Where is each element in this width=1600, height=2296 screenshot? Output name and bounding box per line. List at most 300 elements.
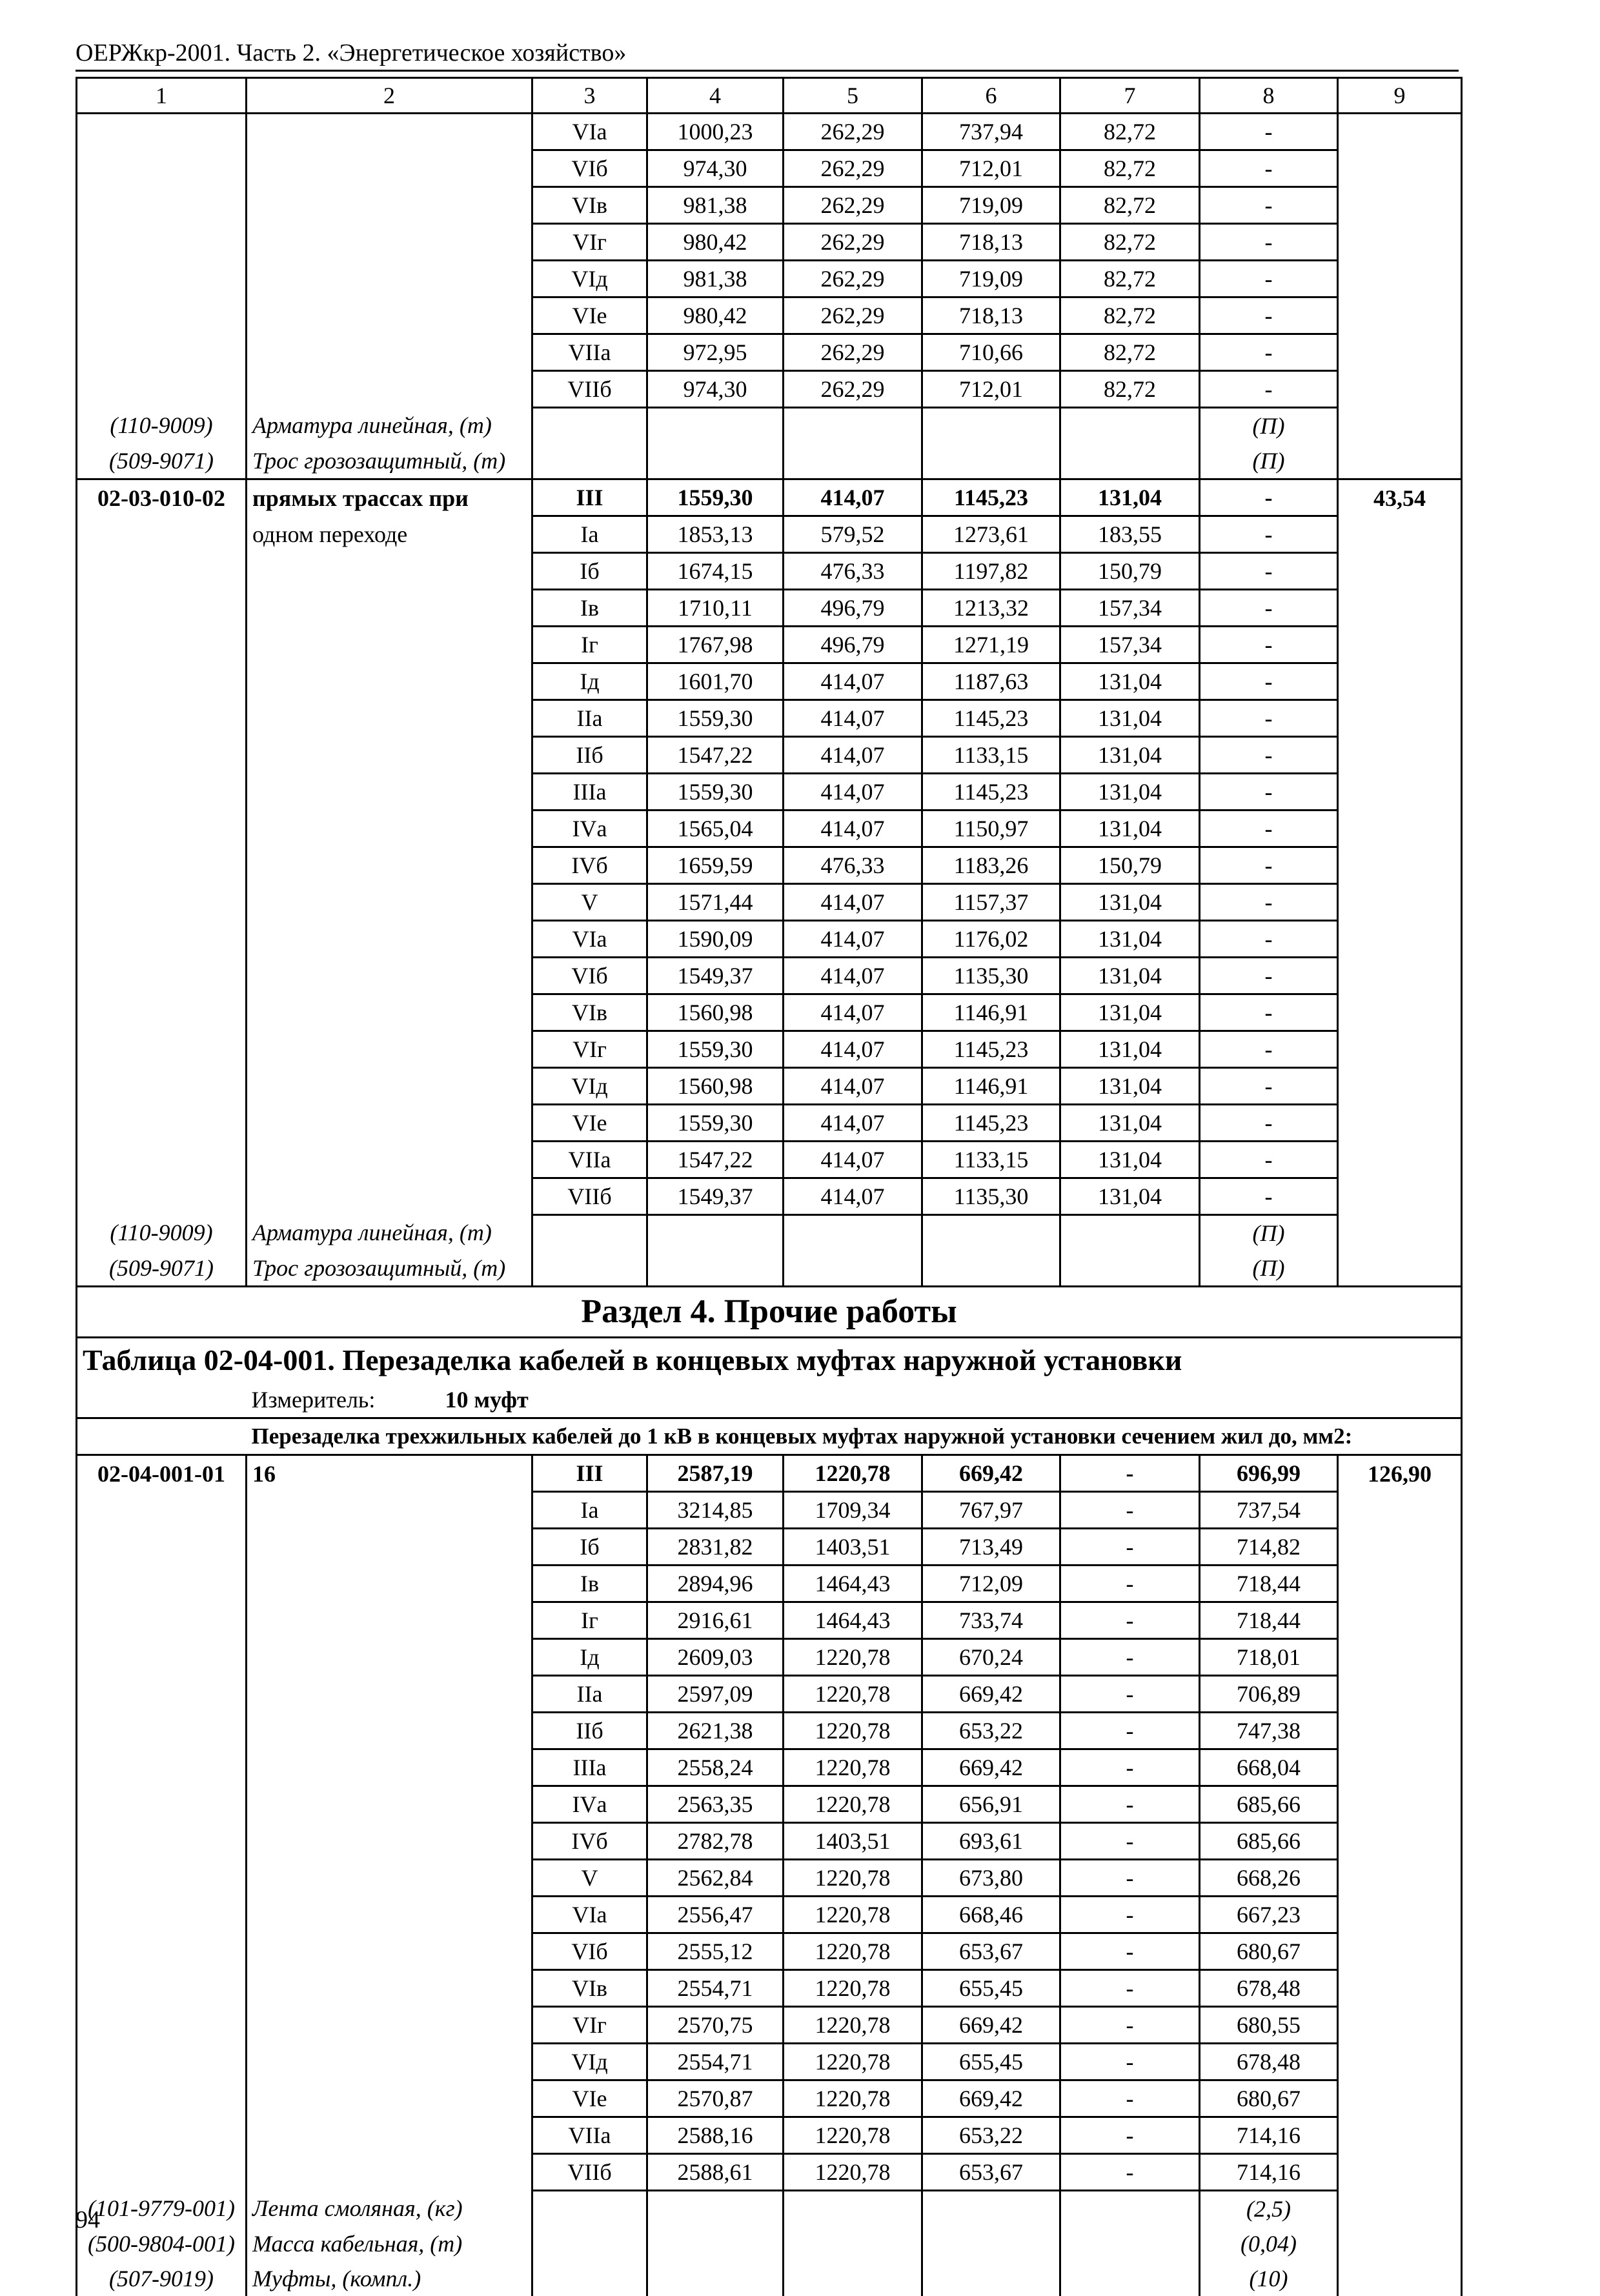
zone-cell: IIа [532,700,647,737]
materials-cell: - [1200,1031,1338,1068]
machinist-wages-cell: 82,72 [1060,261,1200,297]
zone-cell: IVа [532,811,647,847]
table-title: Таблица 02-04-001. Перезаделка кабелей в концевых муфтах наружной установки [77,1338,1462,1383]
zone-cell: IVб [532,1823,647,1860]
machinist-wages-cell: 131,04 [1060,994,1200,1031]
empty-cell [1060,1251,1200,1287]
materials-cell: 680,55 [1200,2007,1338,2044]
total-cost-cell: 3214,85 [647,1492,784,1529]
rate-description-cont: одном переходе [247,516,532,553]
resource-row [77,2261,1462,2296]
empty-cell [247,737,532,774]
machines-cell: 1150,97 [922,811,1060,847]
empty-cell [1338,2080,1462,2117]
empty-cell [77,1492,247,1529]
column-number: 7 [1060,78,1200,114]
empty-cell [1338,590,1462,627]
total-cost-cell: 2621,38 [647,1713,784,1749]
materials-cell: 718,01 [1200,1639,1338,1676]
price-row [77,1970,1462,2007]
zone-cell: V [532,884,647,921]
machines-cell: 653,67 [922,1933,1060,1970]
machinist-wages-cell: - [1060,1455,1200,1492]
machines-cell: 656,91 [922,1786,1060,1823]
machinist-wages-cell: - [1060,1602,1200,1639]
materials-cell: - [1200,1178,1338,1215]
empty-cell [77,994,247,1031]
zone-cell: VIе [532,297,647,334]
empty-cell [922,408,1060,444]
empty-cell [247,1970,532,2007]
resource-name: Трос грозозащитный, (т) [247,443,532,479]
empty-cell [247,1639,532,1676]
resource-qty: (10) [1200,2261,1338,2296]
machinist-wages-cell: 157,34 [1060,590,1200,627]
empty-cell [647,408,784,444]
machines-cell: 718,13 [922,224,1060,261]
machines-cell: 669,42 [922,1676,1060,1713]
machines-cell: 653,22 [922,2117,1060,2154]
empty-cell [532,1215,647,1251]
machinist-wages-cell: 131,04 [1060,958,1200,994]
price-row [77,847,1462,884]
price-row [77,1749,1462,1786]
price-row [77,737,1462,774]
empty-cell [77,1897,247,1933]
machines-cell: 737,94 [922,114,1060,150]
zone-cell: Iб [532,1529,647,1566]
wages-cell: 262,29 [784,114,922,150]
materials-cell: 714,82 [1200,1529,1338,1566]
empty-cell [647,2261,784,2296]
machinist-wages-cell: 157,34 [1060,627,1200,663]
empty-cell [922,2226,1060,2261]
materials-cell: 718,44 [1200,1602,1338,1639]
empty-cell [77,2080,247,2117]
empty-cell [1338,334,1462,371]
empty-cell [77,811,247,847]
empty-cell [247,1142,532,1178]
measure-value: 10 муфт [445,1387,529,1413]
zone-cell: III [532,479,647,516]
materials-cell: - [1200,737,1338,774]
materials-cell: - [1200,884,1338,921]
total-cost-cell: 2894,96 [647,1566,784,1602]
empty-cell [247,1860,532,1897]
machinist-wages-cell: 131,04 [1060,663,1200,700]
section-title: Раздел 4. Прочие работы [77,1287,1462,1338]
zone-cell: Iв [532,590,647,627]
table-body [77,78,1462,2296]
total-cost-cell: 1560,98 [647,994,784,1031]
price-row [77,811,1462,847]
empty-cell [532,2191,647,2227]
column-number: 3 [532,78,647,114]
zone-cell: IIа [532,1676,647,1713]
column-number: 1 [77,78,247,114]
empty-cell [1060,2191,1200,2227]
materials-cell: 685,66 [1200,1786,1338,1823]
total-cost-cell: 1590,09 [647,921,784,958]
empty-cell [1338,2007,1462,2044]
materials-cell: 706,89 [1200,1676,1338,1713]
machinist-wages-cell: 131,04 [1060,774,1200,811]
machines-cell: 712,01 [922,371,1060,408]
materials-cell: - [1200,261,1338,297]
empty-cell [77,2117,247,2154]
section-row [77,1287,1462,1338]
materials-cell: - [1200,224,1338,261]
materials-cell: - [1200,371,1338,408]
total-cost-cell: 972,95 [647,334,784,371]
empty-cell [77,114,247,150]
empty-cell [247,2007,532,2044]
column-number: 8 [1200,78,1338,114]
empty-cell [247,2044,532,2080]
labor-cell: 126,90 [1338,1455,1462,1492]
resource-qty: (П) [1200,1215,1338,1251]
zone-cell: VIIб [532,1178,647,1215]
empty-cell [922,1215,1060,1251]
wages-cell: 1220,78 [784,1676,922,1713]
total-cost-cell: 2558,24 [647,1749,784,1786]
page-number: 94 [76,2206,100,2234]
empty-cell [1338,774,1462,811]
empty-cell [532,2226,647,2261]
empty-cell [1338,1602,1462,1639]
empty-cell [77,1786,247,1823]
total-cost-cell: 1549,37 [647,958,784,994]
machines-cell: 1197,82 [922,553,1060,590]
price-row [77,627,1462,663]
empty-cell [77,1860,247,1897]
resource-name: Масса кабельная, (т) [247,2226,532,2261]
machinist-wages-cell: 82,72 [1060,334,1200,371]
machines-cell: 669,42 [922,1455,1060,1492]
measure-row [77,1382,1462,1418]
wages-cell: 1403,51 [784,1529,922,1566]
wages-cell: 1464,43 [784,1602,922,1639]
price-row [77,1639,1462,1676]
empty-cell [784,2191,922,2227]
empty-cell [532,408,647,444]
zone-cell: Iд [532,663,647,700]
empty-cell [247,1933,532,1970]
resource-name: Арматура линейная, (т) [247,1215,532,1251]
empty-cell [247,2117,532,2154]
empty-cell [77,1382,247,1418]
resource-code: (509-9071) [77,443,247,479]
empty-cell [1338,114,1462,150]
empty-cell [1338,1713,1462,1749]
zone-cell: VIIа [532,1142,647,1178]
resource-row [77,1215,1462,1251]
empty-cell [1060,408,1200,444]
materials-cell: - [1200,847,1338,884]
wages-cell: 262,29 [784,150,922,187]
zone-cell: VIа [532,114,647,150]
empty-cell [247,1602,532,1639]
materials-cell: - [1200,334,1338,371]
empty-cell [247,334,532,371]
empty-cell [784,2261,922,2296]
machinist-wages-cell: 131,04 [1060,737,1200,774]
empty-cell [1338,1676,1462,1713]
total-cost-cell: 1571,44 [647,884,784,921]
empty-cell [784,443,922,479]
price-row [77,1566,1462,1602]
wages-cell: 262,29 [784,371,922,408]
empty-cell [1338,2191,1462,2227]
materials-cell: - [1200,921,1338,958]
total-cost-cell: 974,30 [647,150,784,187]
machinist-wages-cell: - [1060,1970,1200,2007]
empty-cell [247,553,532,590]
empty-cell [1338,2044,1462,2080]
empty-cell [247,994,532,1031]
machinist-wages-cell: 82,72 [1060,114,1200,150]
price-row-main [77,1455,1462,1492]
machines-cell: 655,45 [922,2044,1060,2080]
price-row [77,774,1462,811]
column-number: 4 [647,78,784,114]
total-cost-cell: 2562,84 [647,1860,784,1897]
materials-cell: - [1200,774,1338,811]
price-row [77,1823,1462,1860]
empty-cell [247,150,532,187]
empty-cell [247,811,532,847]
machinist-wages-cell: 131,04 [1060,479,1200,516]
machinist-wages-cell: - [1060,2007,1200,2044]
machinist-wages-cell: - [1060,1566,1200,1602]
total-cost-cell: 980,42 [647,297,784,334]
machines-cell: 718,13 [922,297,1060,334]
zone-cell: IVа [532,1786,647,1823]
machines-cell: 733,74 [922,1602,1060,1639]
wages-cell: 1464,43 [784,1566,922,1602]
wages-cell: 496,79 [784,590,922,627]
machines-cell: 1145,23 [922,1105,1060,1142]
materials-cell: - [1200,811,1338,847]
zone-cell: VIа [532,1897,647,1933]
machinist-wages-cell: 82,72 [1060,150,1200,187]
price-row [77,1492,1462,1529]
price-row [77,884,1462,921]
empty-cell [77,2044,247,2080]
zone-cell: VIIа [532,2117,647,2154]
machines-cell: 653,67 [922,2154,1060,2191]
total-cost-cell: 1565,04 [647,811,784,847]
materials-cell: 685,66 [1200,1823,1338,1860]
wages-cell: 1220,78 [784,1639,922,1676]
empty-cell [1060,443,1200,479]
total-cost-cell: 2609,03 [647,1639,784,1676]
machines-cell: 1271,19 [922,627,1060,663]
wages-cell: 414,07 [784,1105,922,1142]
wages-cell: 1220,78 [784,1970,922,2007]
empty-cell [247,774,532,811]
empty-cell [1338,1970,1462,2007]
empty-cell [247,1823,532,1860]
materials-cell: 714,16 [1200,2117,1338,2154]
measure-cell [247,1382,1462,1418]
price-row [77,1676,1462,1713]
wages-cell: 414,07 [784,958,922,994]
total-cost-cell: 1674,15 [647,553,784,590]
empty-cell [77,261,247,297]
total-cost-cell: 2587,19 [647,1455,784,1492]
empty-cell [77,737,247,774]
materials-cell: - [1200,994,1338,1031]
empty-cell [1338,1142,1462,1178]
wages-cell: 414,07 [784,1068,922,1105]
total-cost-cell: 2563,35 [647,1786,784,1823]
empty-cell [77,1068,247,1105]
machines-cell: 670,24 [922,1639,1060,1676]
materials-cell: 680,67 [1200,2080,1338,2117]
resource-code: (507-9019) [77,2261,247,2296]
machines-cell: 1145,23 [922,700,1060,737]
price-row [77,334,1462,371]
subheading-row [77,1418,1462,1455]
empty-cell [1338,1529,1462,1566]
page-header: ОЕРЖкр-2001. Часть 2. «Энергетическое хозяйство» [76,39,626,67]
price-row [77,2044,1462,2080]
zone-cell: VIе [532,1105,647,1142]
empty-cell [77,1676,247,1713]
empty-cell [77,187,247,224]
wages-cell: 414,07 [784,663,922,700]
resource-name: Лента смоляная, (кг) [247,2191,532,2227]
price-row [77,590,1462,627]
materials-cell: - [1200,187,1338,224]
machines-cell: 1146,91 [922,994,1060,1031]
empty-cell [77,371,247,408]
wages-cell: 496,79 [784,627,922,663]
empty-cell [77,1639,247,1676]
price-row [77,1529,1462,1566]
empty-cell [1338,1492,1462,1529]
resource-name: Трос грозозащитный, (т) [247,1251,532,1287]
total-cost-cell: 1547,22 [647,737,784,774]
resource-row [77,408,1462,444]
machines-cell: 673,80 [922,1860,1060,1897]
materials-cell: 718,44 [1200,1566,1338,1602]
resource-row [77,1251,1462,1287]
zone-cell: Iб [532,553,647,590]
empty-cell [922,443,1060,479]
empty-cell [77,1566,247,1602]
empty-cell [1338,1933,1462,1970]
labor-cell: 43,54 [1338,479,1462,516]
machinist-wages-cell: 82,72 [1060,297,1200,334]
total-cost-cell: 2570,75 [647,2007,784,2044]
empty-cell [1060,1215,1200,1251]
empty-cell [532,2261,647,2296]
wages-cell: 476,33 [784,847,922,884]
empty-cell [922,2191,1060,2227]
empty-cell [77,224,247,261]
empty-cell [247,187,532,224]
price-row [77,663,1462,700]
total-cost-cell: 2597,09 [647,1676,784,1713]
empty-cell [247,114,532,150]
materials-cell: - [1200,958,1338,994]
materials-cell: 747,38 [1200,1713,1338,1749]
column-number: 5 [784,78,922,114]
machinist-wages-cell: - [1060,2044,1200,2080]
materials-cell: 696,99 [1200,1455,1338,1492]
machinist-wages-cell: - [1060,1713,1200,1749]
zone-cell: Iг [532,627,647,663]
rate-description: 16 [247,1455,532,1492]
price-row [77,1897,1462,1933]
price-row [77,921,1462,958]
machinist-wages-cell: 131,04 [1060,1142,1200,1178]
machinist-wages-cell: - [1060,1529,1200,1566]
machines-cell: 719,09 [922,187,1060,224]
wages-cell: 1220,78 [784,1786,922,1823]
machinist-wages-cell: 82,72 [1060,187,1200,224]
rate-description: прямых трассах при [247,479,532,516]
machinist-wages-cell: - [1060,1786,1200,1823]
machines-cell: 1146,91 [922,1068,1060,1105]
materials-cell: - [1200,700,1338,737]
total-cost-cell: 2570,87 [647,2080,784,2117]
empty-cell [1338,2154,1462,2191]
resource-row [77,2226,1462,2261]
wages-cell: 1220,78 [784,2007,922,2044]
machines-cell: 1133,15 [922,1142,1060,1178]
wages-cell: 262,29 [784,224,922,261]
zone-cell: V [532,1860,647,1897]
empty-cell [1338,994,1462,1031]
price-row [77,1142,1462,1178]
materials-cell: - [1200,590,1338,627]
zone-cell: Iа [532,516,647,553]
wages-cell: 1220,78 [784,1455,922,1492]
empty-cell [77,1142,247,1178]
empty-cell [77,1031,247,1068]
wages-cell: 1220,78 [784,1749,922,1786]
wages-cell: 579,52 [784,516,922,553]
zone-cell: VIг [532,224,647,261]
empty-cell [77,553,247,590]
empty-cell [1338,261,1462,297]
machines-cell: 1133,15 [922,737,1060,774]
machinist-wages-cell: - [1060,1823,1200,1860]
materials-cell: - [1200,1068,1338,1105]
resource-code: (500-9804-001) [77,2226,247,2261]
resource-qty: (П) [1200,1251,1338,1287]
materials-cell: 737,54 [1200,1492,1338,1529]
empty-cell [1338,2261,1462,2296]
total-cost-cell: 981,38 [647,187,784,224]
zone-cell: IIIа [532,774,647,811]
empty-cell [247,1749,532,1786]
empty-cell [247,847,532,884]
machinist-wages-cell: - [1060,2080,1200,2117]
total-cost-cell: 1559,30 [647,1031,784,1068]
total-cost-cell: 2556,47 [647,1897,784,1933]
machinist-wages-cell: 131,04 [1060,1031,1200,1068]
wages-cell: 414,07 [784,811,922,847]
empty-cell [247,958,532,994]
empty-cell [247,700,532,737]
total-cost-cell: 980,42 [647,224,784,261]
empty-cell [1338,884,1462,921]
price-row [77,371,1462,408]
